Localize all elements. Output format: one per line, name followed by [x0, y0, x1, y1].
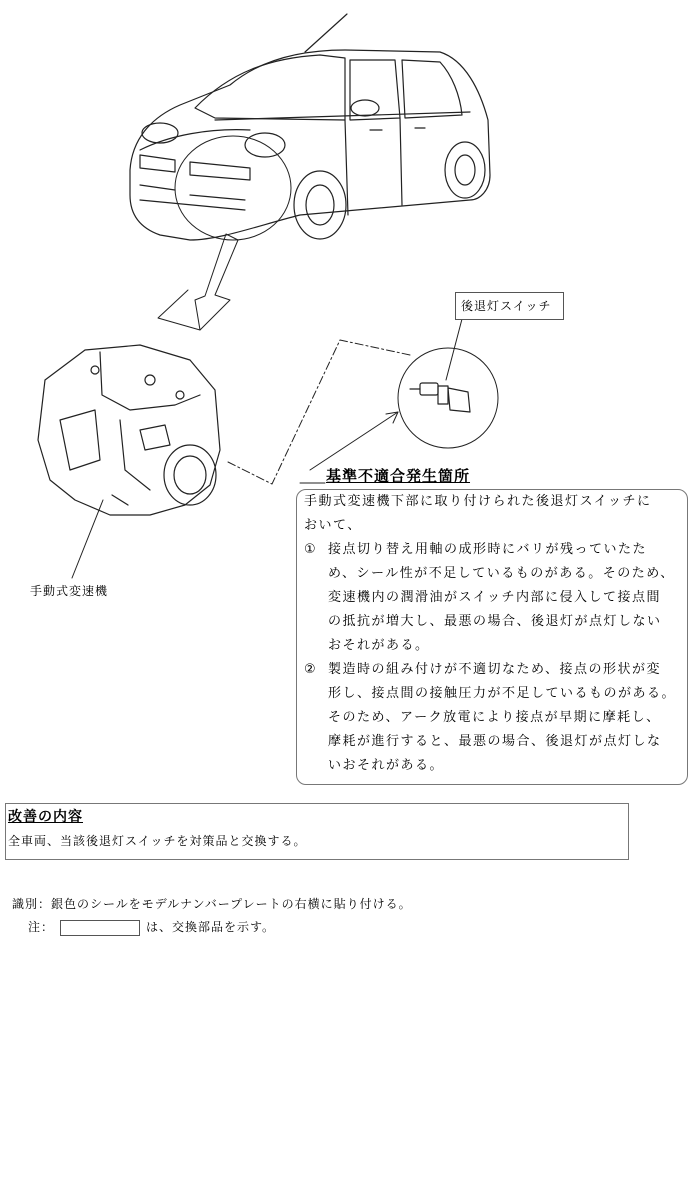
- defect-title: 基準不適合発生箇所: [326, 467, 471, 485]
- defect-item2-line: そのため、アーク放電により接点が早期に摩耗し、: [328, 710, 661, 725]
- defect-item2-line: いおそれがある。: [328, 758, 445, 773]
- defect-item1-line: の抵抗が増大し、最悪の場合、後退灯が点灯しない: [328, 614, 662, 629]
- callout-circle-car: [175, 136, 291, 240]
- car-drawing: [130, 50, 490, 240]
- defect-item1-number: ①: [304, 542, 318, 557]
- transmission-drawing: [38, 345, 220, 515]
- defect-item2-line: 摩耗が進行すると、最悪の場合、後退灯が点灯しな: [328, 734, 662, 749]
- defect-item2-line: 形し、接点間の接触圧力が不足しているものがある。: [328, 686, 677, 701]
- improvement-text: 全車両、当該後退灯スイッチを対策品と交換する。: [8, 834, 307, 848]
- defect-item1-line: 接点切り替え用軸の成形時にバリが残っていたた: [328, 542, 648, 557]
- reverse-lamp-switch-drawing: [410, 383, 470, 412]
- defect-item1-line: め、シール性が不足しているものがある。そのため、: [328, 566, 675, 581]
- callout-arrow: [195, 234, 238, 330]
- switch-label: 後退灯スイッチ: [461, 299, 552, 313]
- defect-intro-line1: 手動式変速機下部に取り付けられた後退灯スイッチに: [304, 494, 652, 509]
- note-line: [28, 918, 275, 936]
- defect-item1-line: おそれがある。: [328, 638, 430, 653]
- note-prefix: 注：: [28, 920, 55, 934]
- defect-intro-line2: おいて、: [304, 518, 362, 533]
- identification-text: 識別：銀色のシールをモデルナンバープレートの右横に貼り付ける。: [12, 897, 412, 911]
- improvement-title: 改善の内容: [8, 809, 83, 825]
- defect-item1-line: 変速機内の潤滑油がスイッチ内部に侵入して接点間: [328, 590, 661, 605]
- replacement-part-legend-box: [60, 920, 140, 936]
- note-suffix: は、交換部品を示す。: [146, 920, 276, 934]
- transmission-label: 手動式変速機: [30, 584, 109, 598]
- defect-item2-number: ②: [304, 662, 318, 677]
- defect-item2-line: 製造時の組み付けが不適切なため、接点の形状が変: [328, 662, 661, 677]
